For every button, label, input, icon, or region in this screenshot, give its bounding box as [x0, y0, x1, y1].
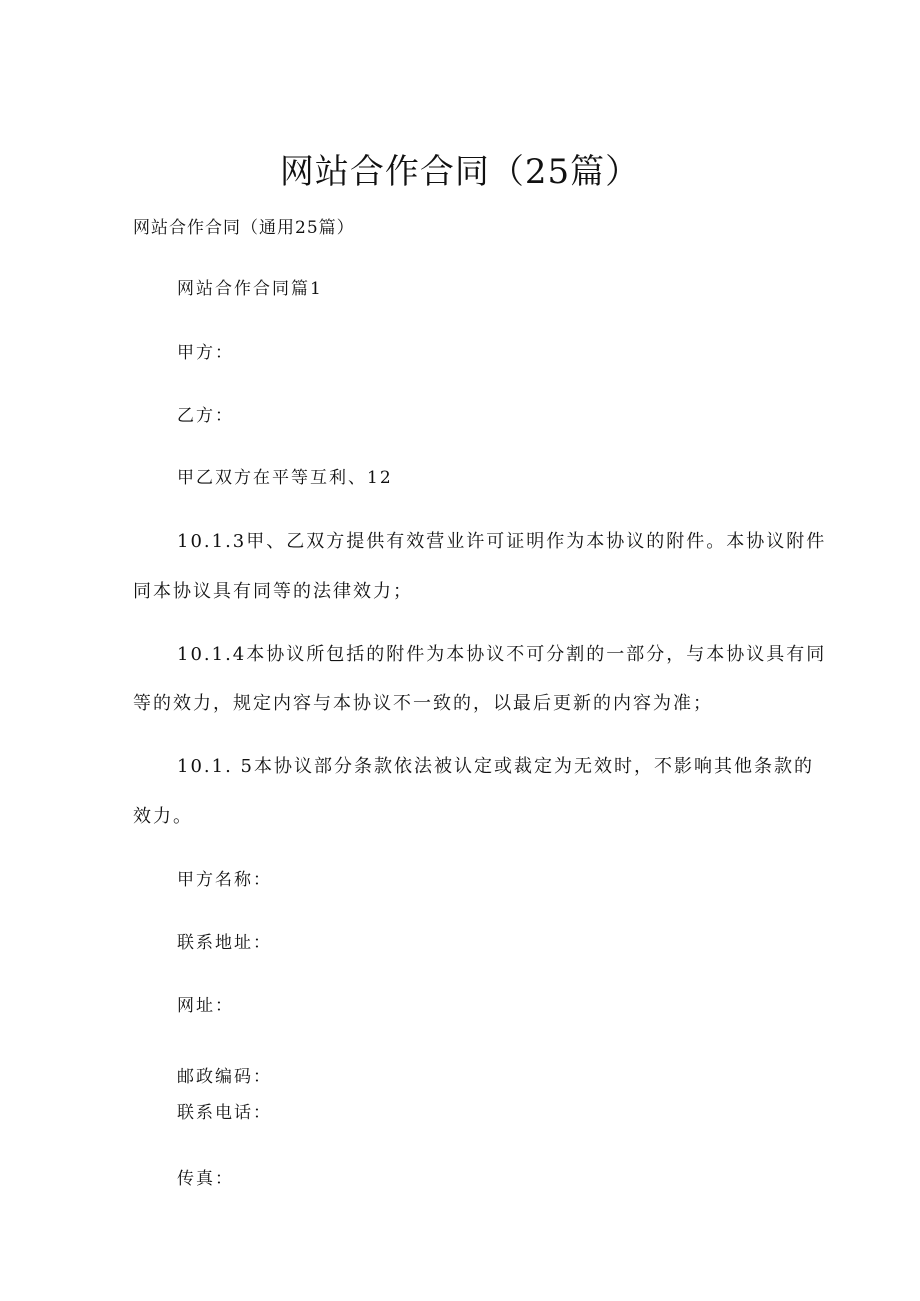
website-label: 网址： — [177, 996, 234, 1016]
contact-address-label: 联系地址： — [177, 933, 272, 953]
clause-10-1-4-line-2: 等的效力，规定内容与本协议不一致的，以最后更新的内容为准； — [133, 693, 713, 714]
section-heading: 网站合作合同篇1 — [177, 279, 323, 299]
party-a-name-label: 甲方名称： — [177, 870, 272, 890]
clause-10-1-3-line-2: 同本协议具有同等的法律效力； — [133, 581, 413, 602]
clause-10-1-4-line-1: 10.1.4本协议所包括的附件为本协议不可分割的一部分，与本协议具有同 — [177, 644, 827, 665]
intro-paragraph: 甲乙双方在平等互利、12 — [177, 468, 393, 488]
postal-code-label: 邮政编码： — [177, 1067, 272, 1087]
contact-phone-label: 联系电话： — [177, 1103, 272, 1123]
party-a-label: 甲方： — [177, 343, 234, 363]
clause-10-1-5-line-2: 效力。 — [133, 806, 193, 827]
clause-10-1-3-line-1: 10.1.3甲、乙双方提供有效营业许可证明作为本协议的附件。本协议附件 — [177, 531, 827, 552]
clause-10-1-5-line-1: 10.1. 5本协议部分条款依法被认定或裁定为无效时，不影响其他条款的 — [177, 756, 814, 777]
fax-label: 传真： — [177, 1169, 234, 1189]
document-subtitle: 网站合作合同（通用25篇） — [133, 218, 355, 238]
document-title: 网站合作合同（25篇） — [279, 152, 641, 192]
party-b-label: 乙方： — [177, 406, 234, 426]
